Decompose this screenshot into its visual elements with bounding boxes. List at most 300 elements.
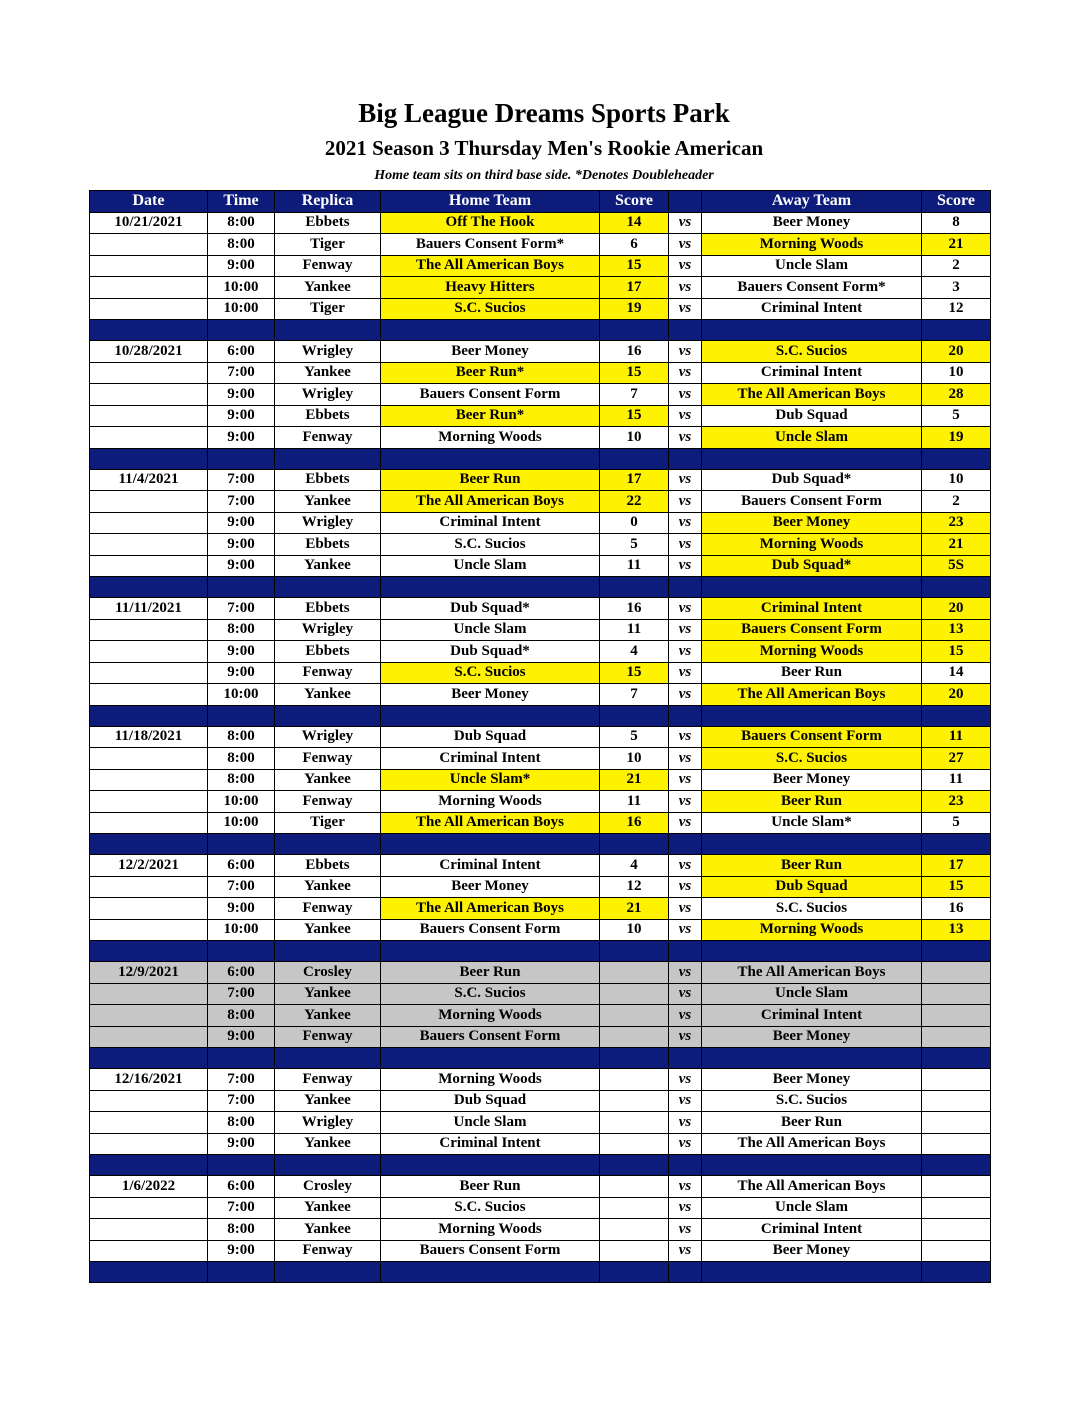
game-replica: Ebbets	[275, 598, 381, 620]
away-team: Uncle Slam*	[702, 812, 922, 834]
game-row	[90, 769, 991, 791]
away-team: Criminal Intent	[702, 362, 922, 384]
away-score	[922, 1005, 991, 1027]
home-team: The All American Boys	[381, 491, 600, 513]
away-team: Beer Money	[702, 769, 922, 791]
home-score: 16	[600, 812, 669, 834]
game-row	[90, 491, 991, 513]
game-replica: Fenway	[275, 1240, 381, 1262]
home-team: S.C. Sucios	[381, 983, 600, 1005]
game-replica: Yankee	[275, 491, 381, 513]
game-time: 10:00	[208, 919, 275, 941]
away-score: 23	[922, 791, 991, 813]
away-team: The All American Boys	[702, 1176, 922, 1198]
game-time: 9:00	[208, 898, 275, 920]
separator-cell	[702, 941, 922, 962]
away-team: The All American Boys	[702, 684, 922, 706]
game-date	[90, 362, 208, 384]
separator-cell	[922, 320, 991, 341]
separator-cell	[702, 834, 922, 855]
game-date	[90, 791, 208, 813]
game-row	[90, 1069, 991, 1091]
home-score: 6	[600, 234, 669, 256]
game-date	[90, 1090, 208, 1112]
away-score: 20	[922, 598, 991, 620]
separator-cell	[702, 448, 922, 469]
game-date: 12/2/2021	[90, 855, 208, 877]
game-time: 10:00	[208, 812, 275, 834]
separator-cell	[208, 320, 275, 341]
separator-cell	[600, 941, 669, 962]
away-score: 10	[922, 362, 991, 384]
home-score: 10	[600, 748, 669, 770]
game-replica: Fenway	[275, 255, 381, 277]
away-team: Beer Run	[702, 1112, 922, 1134]
vs-label: vs	[669, 384, 702, 406]
away-score	[922, 1112, 991, 1134]
away-score: 27	[922, 748, 991, 770]
header-home-score: Score	[600, 191, 669, 213]
game-row	[90, 405, 991, 427]
separator-cell	[922, 1048, 991, 1069]
separator-cell	[381, 320, 600, 341]
home-team: Uncle Slam*	[381, 769, 600, 791]
separator-cell	[275, 320, 381, 341]
game-row	[90, 1197, 991, 1219]
away-team: Beer Money	[702, 1240, 922, 1262]
page-subtitle: 2021 Season 3 Thursday Men's Rookie American	[324, 136, 764, 160]
game-date	[90, 384, 208, 406]
separator-cell	[922, 448, 991, 469]
separator-cell	[381, 1262, 600, 1283]
home-score	[600, 1197, 669, 1219]
game-replica: Yankee	[275, 1090, 381, 1112]
home-score: 4	[600, 641, 669, 663]
game-time: 8:00	[208, 212, 275, 234]
game-row	[90, 1240, 991, 1262]
page-title: Big League Dreams Sports Park	[358, 98, 730, 128]
home-score: 0	[600, 512, 669, 534]
game-date	[90, 405, 208, 427]
game-time: 7:00	[208, 491, 275, 513]
game-time: 9:00	[208, 1026, 275, 1048]
home-team: Dub Squad	[381, 1090, 600, 1112]
away-team: S.C. Sucios	[702, 1090, 922, 1112]
header-date: Date	[90, 191, 208, 213]
game-time: 9:00	[208, 534, 275, 556]
home-score: 15	[600, 405, 669, 427]
game-date	[90, 898, 208, 920]
vs-label: vs	[669, 962, 702, 984]
vs-label: vs	[669, 1133, 702, 1155]
home-team: S.C. Sucios	[381, 662, 600, 684]
away-team: S.C. Sucios	[702, 341, 922, 363]
home-score: 16	[600, 598, 669, 620]
away-team: Beer Money	[702, 512, 922, 534]
vs-label: vs	[669, 598, 702, 620]
home-score: 17	[600, 277, 669, 299]
header-vs	[669, 191, 702, 213]
game-row	[90, 1112, 991, 1134]
separator-cell	[669, 1048, 702, 1069]
away-score: 13	[922, 919, 991, 941]
away-score: 5	[922, 812, 991, 834]
away-team: Dub Squad*	[702, 555, 922, 577]
vs-label: vs	[669, 1240, 702, 1262]
game-replica: Yankee	[275, 919, 381, 941]
away-score: 15	[922, 641, 991, 663]
game-time: 9:00	[208, 512, 275, 534]
game-row	[90, 791, 991, 813]
game-row	[90, 469, 991, 491]
game-time: 10:00	[208, 277, 275, 299]
game-date	[90, 769, 208, 791]
vs-label: vs	[669, 298, 702, 320]
home-team: S.C. Sucios	[381, 1197, 600, 1219]
game-date	[90, 1133, 208, 1155]
separator-cell	[275, 1048, 381, 1069]
home-score: 11	[600, 619, 669, 641]
away-team: Dub Squad*	[702, 469, 922, 491]
game-date	[90, 619, 208, 641]
away-score: 16	[922, 898, 991, 920]
game-replica: Ebbets	[275, 534, 381, 556]
vs-label: vs	[669, 898, 702, 920]
game-date: 12/9/2021	[90, 962, 208, 984]
separator-cell	[669, 1155, 702, 1176]
game-date	[90, 277, 208, 299]
game-date	[90, 684, 208, 706]
game-replica: Yankee	[275, 1133, 381, 1155]
schedule-table	[89, 190, 991, 1283]
away-team: The All American Boys	[702, 384, 922, 406]
away-team: Criminal Intent	[702, 1219, 922, 1241]
away-score: 21	[922, 234, 991, 256]
home-team: Off The Hook	[381, 212, 600, 234]
home-score	[600, 983, 669, 1005]
home-score: 21	[600, 769, 669, 791]
game-date	[90, 234, 208, 256]
home-team: Criminal Intent	[381, 748, 600, 770]
game-date	[90, 1219, 208, 1241]
home-score	[600, 1005, 669, 1027]
game-time: 8:00	[208, 619, 275, 641]
away-score	[922, 1026, 991, 1048]
home-score	[600, 1176, 669, 1198]
game-time: 9:00	[208, 641, 275, 663]
away-team: Bauers Consent Form	[702, 726, 922, 748]
away-score: 17	[922, 855, 991, 877]
game-row	[90, 855, 991, 877]
away-team: Beer Money	[702, 1069, 922, 1091]
separator-cell	[669, 320, 702, 341]
home-team: Dub Squad	[381, 726, 600, 748]
game-date	[90, 1197, 208, 1219]
separator-cell	[90, 577, 208, 598]
away-team: Dub Squad	[702, 876, 922, 898]
game-time: 7:00	[208, 983, 275, 1005]
separator-cell	[922, 1155, 991, 1176]
game-row	[90, 641, 991, 663]
vs-label: vs	[669, 1112, 702, 1134]
away-team: Beer Run	[702, 662, 922, 684]
header-time: Time	[208, 191, 275, 213]
separator-cell	[669, 577, 702, 598]
away-team: The All American Boys	[702, 962, 922, 984]
home-team: Beer Run	[381, 1176, 600, 1198]
game-replica: Wrigley	[275, 1112, 381, 1134]
home-team: Dub Squad*	[381, 598, 600, 620]
game-replica: Yankee	[275, 876, 381, 898]
game-replica: Crosley	[275, 962, 381, 984]
away-team: Criminal Intent	[702, 298, 922, 320]
game-replica: Yankee	[275, 1005, 381, 1027]
separator-cell	[208, 834, 275, 855]
vs-label: vs	[669, 983, 702, 1005]
away-team: Beer Money	[702, 1026, 922, 1048]
home-team: Dub Squad*	[381, 641, 600, 663]
separator-cell	[922, 705, 991, 726]
game-replica: Wrigley	[275, 341, 381, 363]
home-score	[600, 1069, 669, 1091]
separator-cell	[381, 1048, 600, 1069]
game-time: 10:00	[208, 791, 275, 813]
away-score	[922, 1219, 991, 1241]
game-time: 9:00	[208, 555, 275, 577]
away-score	[922, 962, 991, 984]
separator-cell	[90, 1048, 208, 1069]
away-score: 11	[922, 769, 991, 791]
separator-cell	[275, 705, 381, 726]
home-team: Bauers Consent Form*	[381, 234, 600, 256]
game-row	[90, 898, 991, 920]
home-score: 21	[600, 898, 669, 920]
game-date: 11/18/2021	[90, 726, 208, 748]
vs-label: vs	[669, 212, 702, 234]
separator-cell	[90, 834, 208, 855]
home-team: Bauers Consent Form	[381, 1240, 600, 1262]
week-separator	[90, 705, 991, 726]
game-date	[90, 812, 208, 834]
home-score	[600, 1090, 669, 1112]
game-date: 11/11/2021	[90, 598, 208, 620]
game-replica: Wrigley	[275, 619, 381, 641]
game-row	[90, 1219, 991, 1241]
game-time: 8:00	[208, 769, 275, 791]
game-date	[90, 255, 208, 277]
home-team: Beer Money	[381, 876, 600, 898]
separator-cell	[90, 1155, 208, 1176]
home-team: Morning Woods	[381, 1069, 600, 1091]
game-row	[90, 212, 991, 234]
home-score: 17	[600, 469, 669, 491]
separator-cell	[600, 577, 669, 598]
game-replica: Fenway	[275, 427, 381, 449]
vs-label: vs	[669, 1176, 702, 1198]
game-date	[90, 662, 208, 684]
separator-cell	[669, 941, 702, 962]
game-row	[90, 1026, 991, 1048]
separator-cell	[922, 1262, 991, 1283]
separator-cell	[90, 705, 208, 726]
separator-cell	[275, 1155, 381, 1176]
away-score: 3	[922, 277, 991, 299]
game-time: 8:00	[208, 1219, 275, 1241]
game-row	[90, 427, 991, 449]
away-score: 19	[922, 427, 991, 449]
game-row	[90, 384, 991, 406]
home-score	[600, 1240, 669, 1262]
home-score: 22	[600, 491, 669, 513]
separator-cell	[381, 577, 600, 598]
away-team: Morning Woods	[702, 234, 922, 256]
separator-cell	[208, 941, 275, 962]
game-time: 9:00	[208, 1133, 275, 1155]
week-separator	[90, 1262, 991, 1283]
away-team: S.C. Sucios	[702, 898, 922, 920]
vs-label: vs	[669, 748, 702, 770]
away-score	[922, 1240, 991, 1262]
home-score: 7	[600, 384, 669, 406]
away-team: Morning Woods	[702, 919, 922, 941]
separator-cell	[600, 834, 669, 855]
vs-label: vs	[669, 1197, 702, 1219]
game-time: 10:00	[208, 684, 275, 706]
separator-cell	[922, 577, 991, 598]
separator-cell	[669, 1262, 702, 1283]
away-score	[922, 1069, 991, 1091]
separator-cell	[208, 1048, 275, 1069]
game-row	[90, 234, 991, 256]
game-time: 6:00	[208, 1176, 275, 1198]
separator-cell	[600, 705, 669, 726]
separator-cell	[702, 705, 922, 726]
game-date	[90, 748, 208, 770]
game-time: 7:00	[208, 469, 275, 491]
home-score: 10	[600, 919, 669, 941]
game-row	[90, 512, 991, 534]
game-date	[90, 298, 208, 320]
game-time: 9:00	[208, 662, 275, 684]
home-team: Uncle Slam	[381, 619, 600, 641]
home-score: 4	[600, 855, 669, 877]
game-row	[90, 255, 991, 277]
home-score: 15	[600, 255, 669, 277]
away-score: 12	[922, 298, 991, 320]
separator-cell	[208, 1155, 275, 1176]
game-time: 9:00	[208, 384, 275, 406]
home-score: 19	[600, 298, 669, 320]
vs-label: vs	[669, 876, 702, 898]
game-row	[90, 684, 991, 706]
home-team: Criminal Intent	[381, 512, 600, 534]
away-team: Dub Squad	[702, 405, 922, 427]
game-row	[90, 983, 991, 1005]
home-team: S.C. Sucios	[381, 298, 600, 320]
away-score: 23	[922, 512, 991, 534]
vs-label: vs	[669, 555, 702, 577]
game-row	[90, 341, 991, 363]
header-away-score: Score	[922, 191, 991, 213]
separator-cell	[275, 1262, 381, 1283]
away-team: Bauers Consent Form*	[702, 277, 922, 299]
separator-cell	[381, 705, 600, 726]
game-date: 11/4/2021	[90, 469, 208, 491]
separator-cell	[702, 1262, 922, 1283]
vs-label: vs	[669, 1219, 702, 1241]
game-row	[90, 962, 991, 984]
home-score: 5	[600, 534, 669, 556]
home-team: The All American Boys	[381, 255, 600, 277]
away-score: 21	[922, 534, 991, 556]
separator-cell	[208, 448, 275, 469]
game-replica: Yankee	[275, 684, 381, 706]
vs-label: vs	[669, 341, 702, 363]
separator-cell	[669, 705, 702, 726]
home-team: S.C. Sucios	[381, 534, 600, 556]
game-time: 8:00	[208, 1112, 275, 1134]
away-score: 8	[922, 212, 991, 234]
game-replica: Yankee	[275, 555, 381, 577]
game-date	[90, 1026, 208, 1048]
separator-cell	[702, 1048, 922, 1069]
week-separator	[90, 577, 991, 598]
away-score: 13	[922, 619, 991, 641]
game-date	[90, 555, 208, 577]
game-row	[90, 1133, 991, 1155]
home-score	[600, 1219, 669, 1241]
home-score	[600, 962, 669, 984]
away-team: Morning Woods	[702, 641, 922, 663]
away-team: S.C. Sucios	[702, 748, 922, 770]
home-team: Criminal Intent	[381, 1133, 600, 1155]
game-date	[90, 983, 208, 1005]
away-team: Criminal Intent	[702, 1005, 922, 1027]
separator-cell	[702, 320, 922, 341]
home-team: Morning Woods	[381, 427, 600, 449]
game-row	[90, 1005, 991, 1027]
game-replica: Fenway	[275, 662, 381, 684]
game-time: 7:00	[208, 598, 275, 620]
game-replica: Yankee	[275, 983, 381, 1005]
game-date: 1/6/2022	[90, 1176, 208, 1198]
separator-cell	[381, 1155, 600, 1176]
home-team: Criminal Intent	[381, 855, 600, 877]
separator-cell	[275, 834, 381, 855]
vs-label: vs	[669, 769, 702, 791]
game-row	[90, 555, 991, 577]
game-replica: Yankee	[275, 362, 381, 384]
away-team: Uncle Slam	[702, 255, 922, 277]
away-team: Beer Run	[702, 791, 922, 813]
game-replica: Ebbets	[275, 855, 381, 877]
vs-label: vs	[669, 427, 702, 449]
game-replica: Ebbets	[275, 212, 381, 234]
away-team: Beer Run	[702, 855, 922, 877]
game-replica: Tiger	[275, 812, 381, 834]
game-time: 8:00	[208, 1005, 275, 1027]
away-score: 5S	[922, 555, 991, 577]
game-time: 9:00	[208, 405, 275, 427]
game-row	[90, 726, 991, 748]
away-score: 20	[922, 341, 991, 363]
game-time: 6:00	[208, 341, 275, 363]
separator-cell	[600, 1155, 669, 1176]
game-date	[90, 491, 208, 513]
home-team: Beer Money	[381, 341, 600, 363]
separator-cell	[600, 320, 669, 341]
game-replica: Wrigley	[275, 726, 381, 748]
